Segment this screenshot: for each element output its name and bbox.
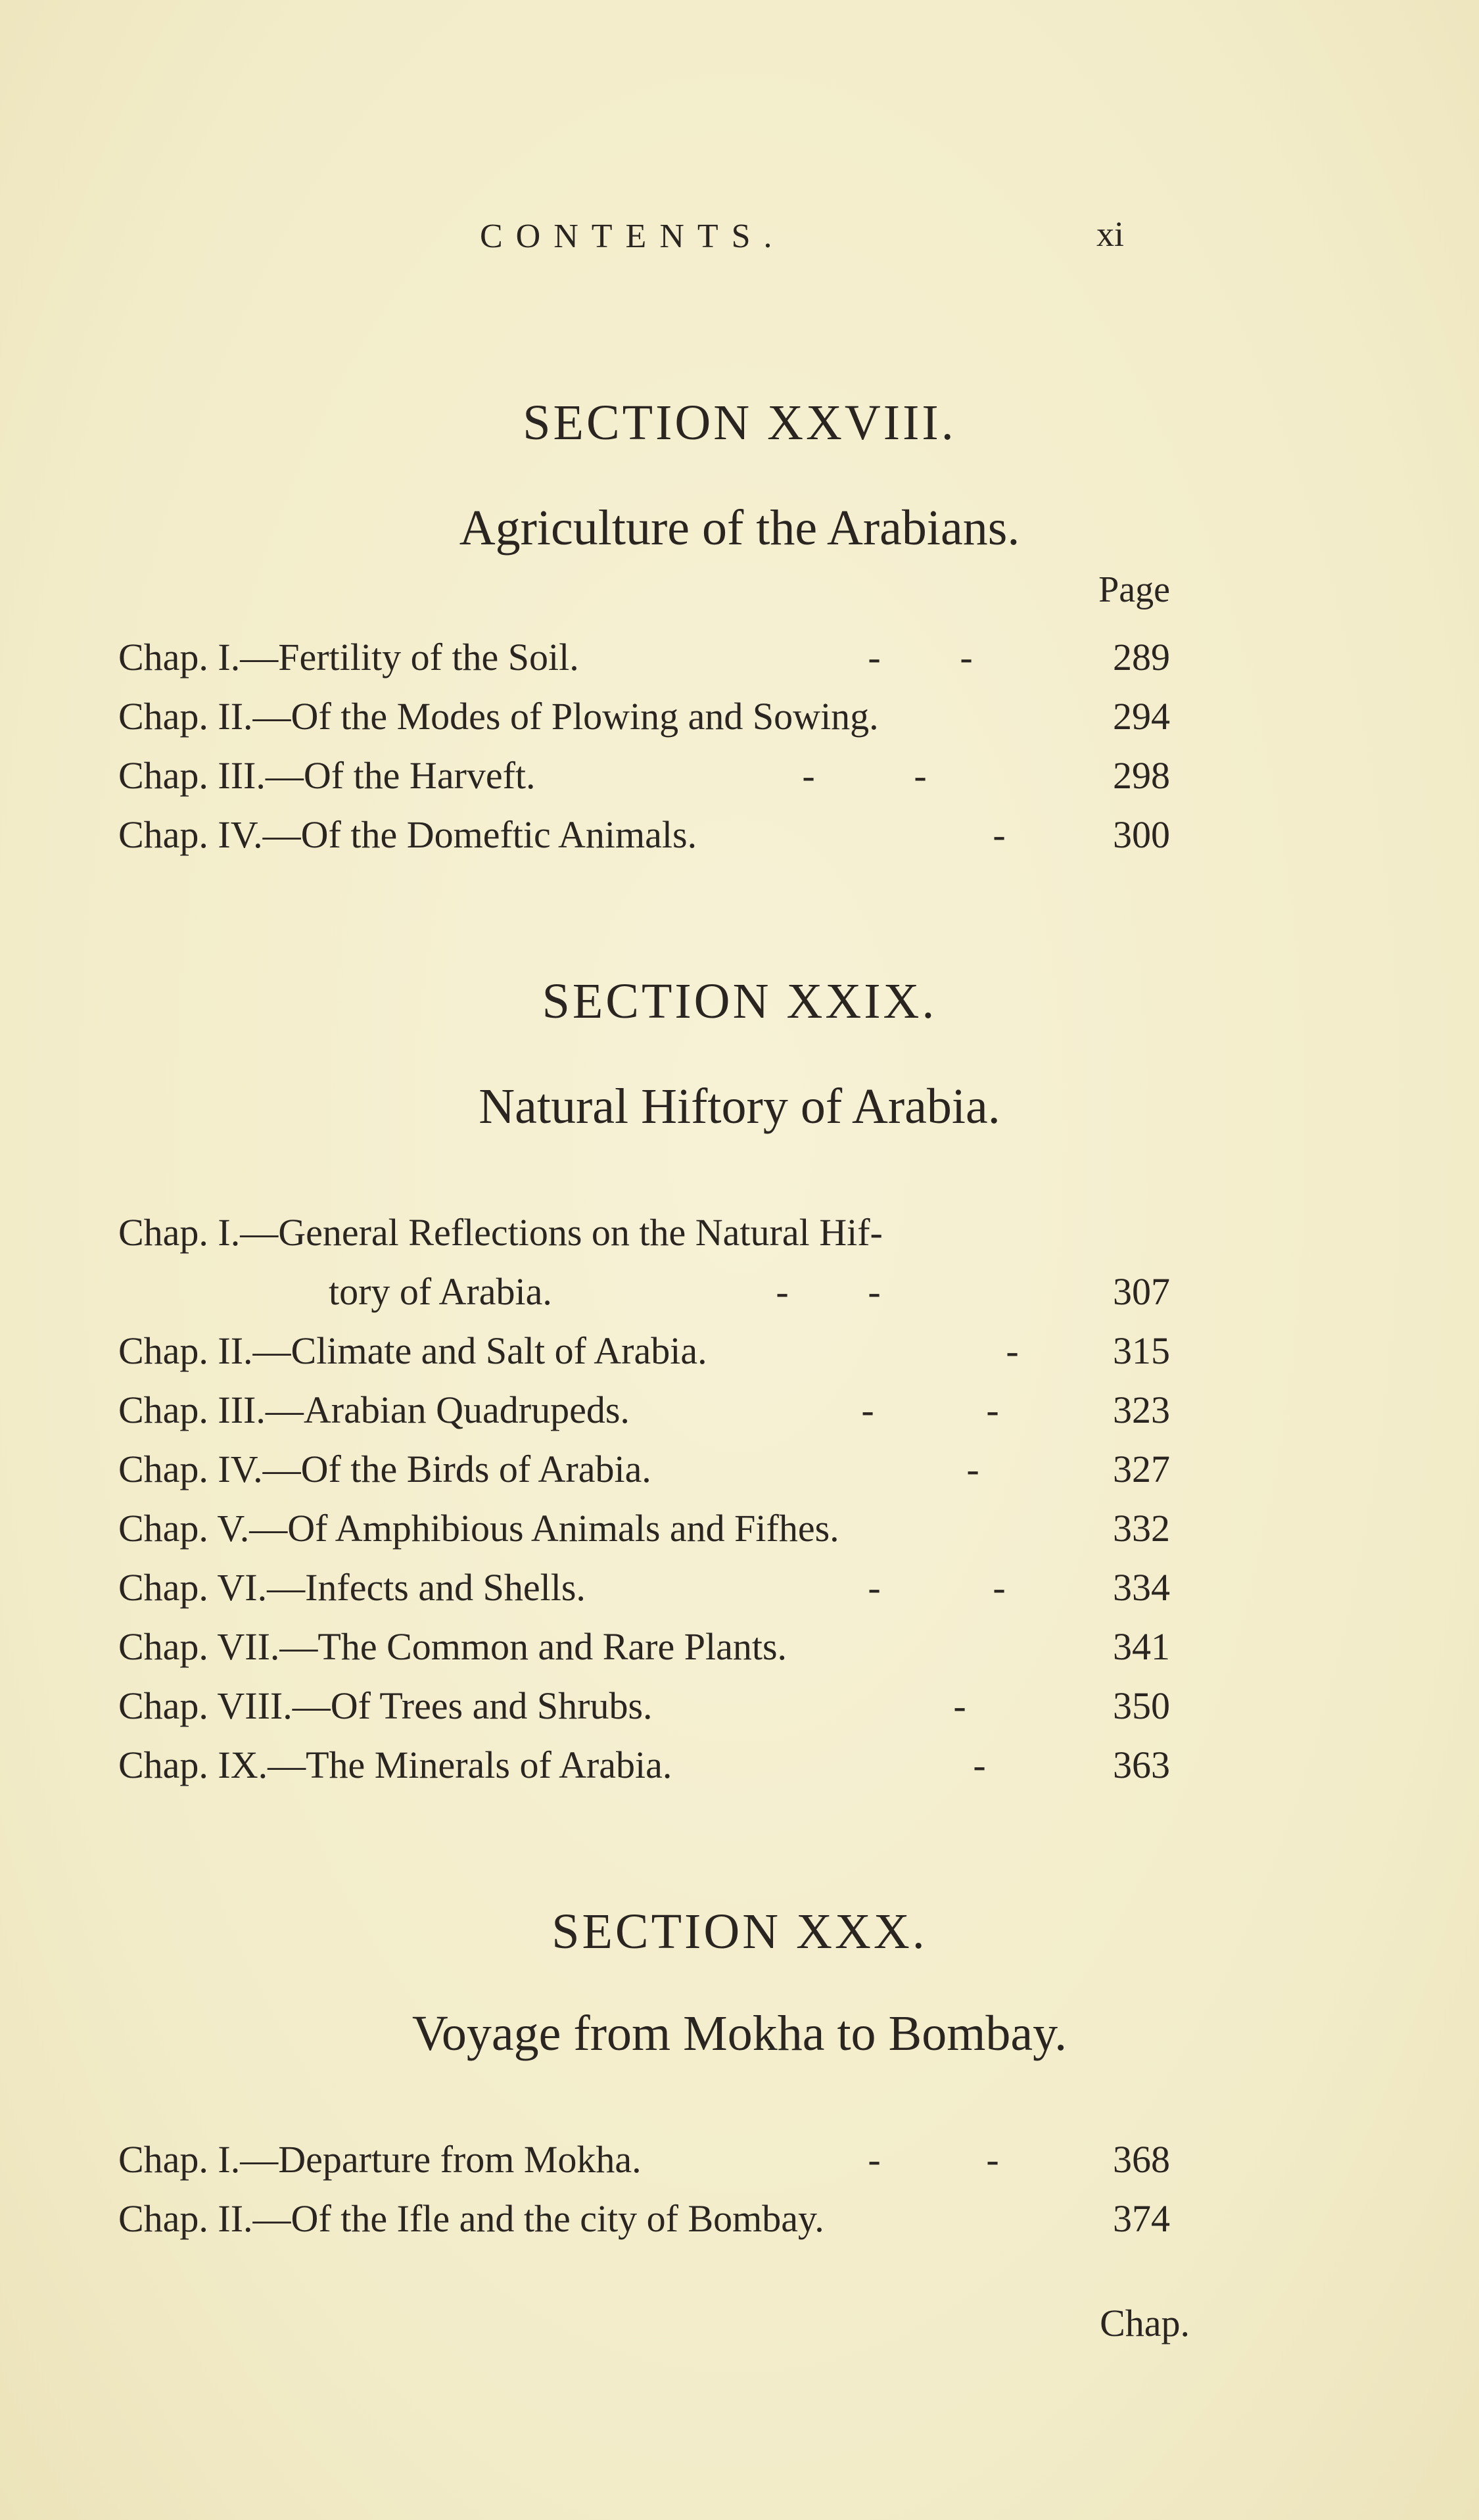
leader-dash: -	[776, 1270, 789, 1313]
chapter-title: Chap. III.—Arabian Quadrupeds.	[118, 1389, 630, 1431]
section-heading: SECTION XXX.	[552, 1904, 927, 1959]
page-column-label: Page	[1098, 569, 1170, 610]
chapter-page-number: 374	[1113, 2197, 1170, 2240]
chapter-title: Chap. II.—Of the Modes of Plowing and Sowing.	[118, 695, 879, 738]
leader-dash: -	[868, 1566, 881, 1609]
leader-dash: -	[868, 1270, 881, 1313]
leader-dash: -	[986, 1389, 999, 1431]
running-head: CONTENTS.	[480, 218, 786, 255]
chapter-page-number: 300	[1113, 813, 1170, 856]
chapter-title: Chap. VI.—Infects and Shells.	[118, 1566, 586, 1609]
chapter-title-continuation: tory of Arabia.	[329, 1270, 552, 1313]
toc-entry[interactable]	[118, 805, 1196, 865]
section-heading: SECTION XXIX.	[542, 974, 937, 1029]
toc-entry[interactable]	[118, 1617, 1196, 1676]
chapter-title: Chap. III.—Of the Harveft.	[118, 754, 536, 797]
toc-entry[interactable]	[118, 1262, 1196, 1321]
chapter-title: Chap. I.—Departure from Mokha.	[118, 2138, 642, 2181]
chapter-page-number: 350	[1113, 1684, 1170, 1727]
toc-entry[interactable]	[118, 1558, 1196, 1617]
toc-entry[interactable]	[118, 1203, 1196, 1262]
leader-dash: -	[986, 2138, 999, 2181]
chapter-page-number: 332	[1113, 1507, 1170, 1550]
leader-dash: -	[993, 1566, 1006, 1609]
chapter-page-number: 294	[1113, 695, 1170, 738]
leader-dash: -	[868, 2138, 881, 2181]
chapter-page-number: 334	[1113, 1566, 1170, 1609]
chapter-title: Chap. II.—Climate and Salt of Arabia.	[118, 1329, 707, 1372]
chapter-title: Chap. IV.—Of the Domeftic Animals.	[118, 813, 697, 856]
chapter-page-number: 341	[1113, 1625, 1170, 1668]
toc-entry[interactable]	[118, 1440, 1196, 1499]
toc-entry[interactable]	[118, 2130, 1196, 2189]
leader-dash: -	[1006, 1329, 1019, 1372]
toc-entry[interactable]	[118, 1381, 1196, 1440]
toc-entry[interactable]	[118, 746, 1196, 805]
chapter-title: Chap. V.—Of Amphibious Animals and Fifhes.	[118, 1507, 839, 1550]
chapter-title: Chap. VIII.—Of Trees and Shrubs.	[118, 1684, 653, 1727]
chapter-page-number: 363	[1113, 1744, 1170, 1786]
toc-entry[interactable]	[118, 1736, 1196, 1795]
page-number: xi	[1096, 214, 1125, 254]
section-subtitle: Agriculture of the Arabians.	[459, 500, 1020, 556]
leader-dash: -	[973, 1744, 986, 1786]
toc-entry[interactable]	[118, 1676, 1196, 1736]
chapter-title: Chap. VII.—The Common and Rare Plants.	[118, 1625, 787, 1668]
toc-entry[interactable]	[118, 2189, 1196, 2248]
chapter-page-number: 323	[1113, 1389, 1170, 1431]
catchword: Chap.	[1100, 2302, 1190, 2344]
chapter-title: Chap. II.—Of the Ifle and the city of Bombay.	[118, 2197, 824, 2240]
chapter-page-number: 289	[1113, 636, 1170, 678]
leader-dash: -	[868, 636, 881, 678]
chapter-title: Chap. I.—General Reflections on the Natural Hif-	[118, 1211, 883, 1254]
leader-dash: -	[993, 813, 1006, 856]
chapter-title: Chap. IX.—The Minerals of Arabia.	[118, 1744, 672, 1786]
chapter-page-number: 307	[1113, 1270, 1170, 1313]
leader-dash: -	[914, 754, 927, 797]
toc-entry[interactable]	[118, 628, 1196, 687]
leader-dash: -	[960, 636, 973, 678]
section-subtitle: Natural Hiftory of Arabia.	[479, 1079, 1000, 1134]
leader-dash: -	[966, 1448, 979, 1490]
chapter-page-number: 327	[1113, 1448, 1170, 1490]
toc-entry[interactable]	[118, 1499, 1196, 1558]
section-subtitle: Voyage from Mokha to Bombay.	[411, 2006, 1068, 2061]
section-heading: SECTION XXVIII.	[523, 395, 956, 450]
toc-entry[interactable]	[118, 1321, 1196, 1381]
toc-entry[interactable]	[118, 687, 1196, 746]
leader-dash: -	[861, 1389, 874, 1431]
chapter-page-number: 315	[1113, 1329, 1170, 1372]
chapter-page-number: 368	[1113, 2138, 1170, 2181]
chapter-title: Chap. IV.—Of the Birds of Arabia.	[118, 1448, 651, 1490]
leader-dash: -	[802, 754, 815, 797]
chapter-page-number: 298	[1113, 754, 1170, 797]
chapter-title: Chap. I.—Fertility of the Soil.	[118, 636, 579, 678]
leader-dash: -	[953, 1684, 966, 1727]
